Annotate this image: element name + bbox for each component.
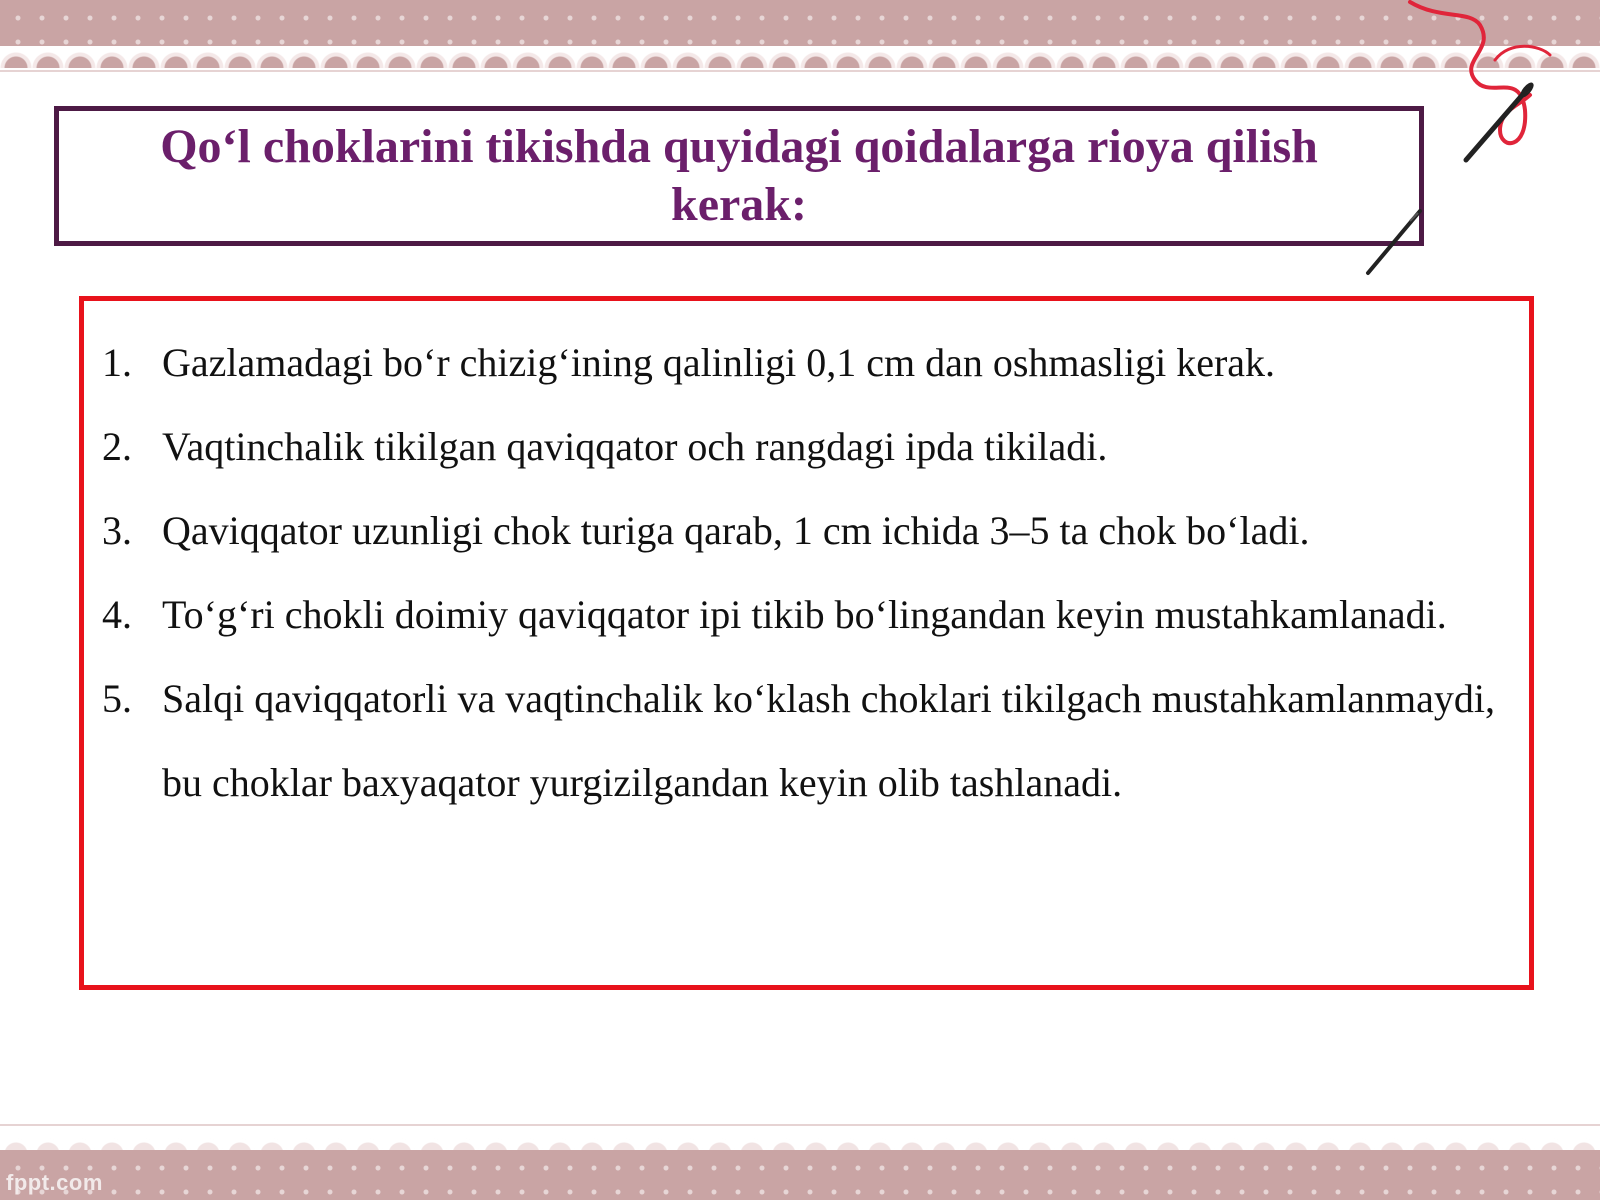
watermark-text: fppt.com xyxy=(6,1170,103,1195)
top-decorative-band xyxy=(0,0,1600,46)
rule-text: Gazlamadagi bo‘r chizig‘ining qalinligi 0,1 cm dan oshmasligi kerak. xyxy=(162,340,1276,385)
top-lace-line xyxy=(0,70,1600,72)
top-lace-border xyxy=(0,42,1600,68)
slide-title: Qo‘l choklarini tikishda quyidagi qoidalarga rioya qilish kerak: xyxy=(160,120,1318,231)
rule-number: 1. xyxy=(102,340,132,385)
rule-number: 5. xyxy=(102,676,132,721)
rule-number: 4. xyxy=(102,592,132,637)
needle-thread-icon xyxy=(1400,0,1600,170)
title-box xyxy=(54,106,1424,246)
rules-box xyxy=(79,296,1534,990)
list-item xyxy=(102,321,1522,405)
needle-icon xyxy=(1360,205,1430,280)
rule-text: To‘g‘ri chokli doimiy qaviqqator ipi tikib bo‘lingandan keyin mustahkamlanadi. xyxy=(162,592,1447,637)
rule-text: Salqi qaviqqatorli va vaqtinchalik ko‘klash choklari tikilgach mustahkamlanmaydi, bu choklar baxyaqator yurgizilgandan keyin olib tashlanadi. xyxy=(162,676,1496,805)
list-item xyxy=(102,573,1522,657)
bottom-lace-line xyxy=(0,1124,1600,1126)
rule-text: Vaqtinchalik tikilgan qaviqqator och rangdagi ipda tikiladi. xyxy=(162,424,1108,469)
bottom-decorative-band xyxy=(0,1150,1600,1200)
list-item xyxy=(102,405,1522,489)
rule-number: 3. xyxy=(102,508,132,553)
rule-text: Qaviqqator uzunligi chok turiga qarab, 1 cm ichida 3–5 ta chok bo‘ladi. xyxy=(162,508,1310,553)
list-item xyxy=(102,657,1522,825)
rules-list xyxy=(102,321,1522,825)
list-item xyxy=(102,489,1522,573)
rule-number: 2. xyxy=(102,424,132,469)
